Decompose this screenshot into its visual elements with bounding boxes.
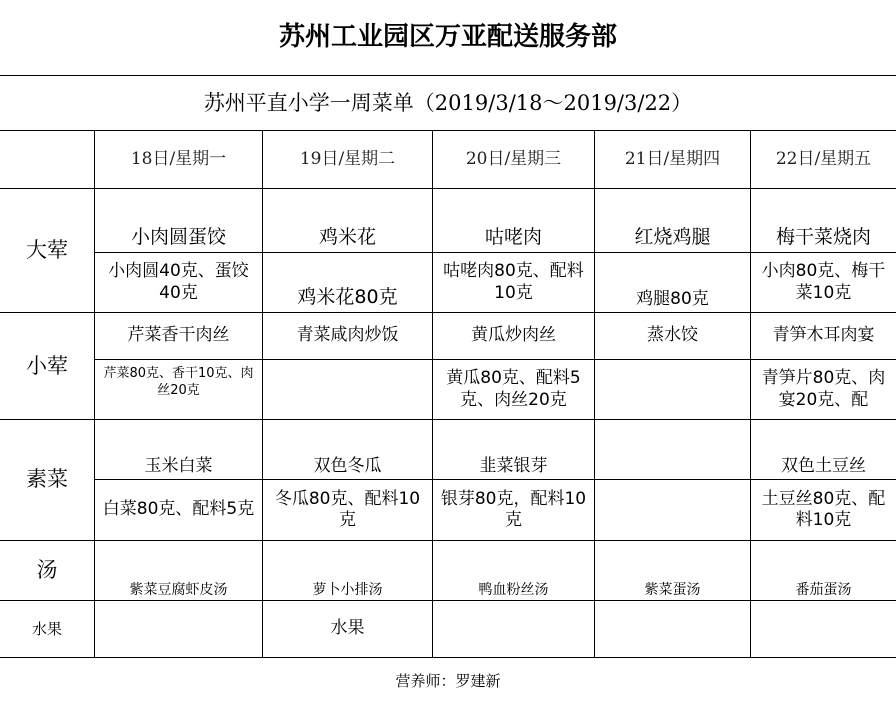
main-ingredients: 鸡腿80克: [636, 288, 709, 309]
page-subtitle: 苏州平直小学一周菜单（2019/3/18～2019/3/22）: [203, 90, 693, 115]
fruit-item: [433, 601, 594, 657]
day-header: 19日/星期二: [299, 148, 396, 169]
side-ingredients: [263, 360, 432, 419]
fruit-item: [595, 601, 750, 657]
main-dish: 咕咾肉: [484, 226, 542, 249]
side-ingredients: 芹菜80克、香干10克、肉丝20克: [103, 366, 254, 398]
main-dish: 红烧鸡腿: [634, 226, 711, 249]
veg-ingredients: 冬瓜80克、配料10克: [274, 488, 421, 530]
category-label-main: 大荤: [26, 238, 68, 262]
soup-item: 鸭血粉丝汤: [478, 581, 549, 598]
veg-ingredients: 白菜80克、配料5克: [102, 499, 255, 520]
main-dish: 梅干菜烧肉: [775, 226, 871, 249]
veg-dish: 玉米白菜: [144, 455, 213, 476]
veg-dish: 双色土豆丝: [781, 455, 866, 476]
side-dish: 青笋木耳肉宴: [772, 325, 875, 346]
category-label-fruit: 水果: [31, 619, 62, 638]
side-dish: 芹菜香干肉丝: [127, 325, 230, 346]
soup-item: 番茄蛋汤: [795, 581, 852, 598]
side-ingredients: [595, 360, 750, 419]
main-ingredients: 咕咾肉80克、配料10克: [443, 261, 584, 303]
main-dish: 鸡米花: [318, 226, 376, 249]
main-dish: 小肉圆蛋饺: [130, 226, 226, 249]
veg-ingredients: 土豆丝80克、配料10克: [761, 488, 886, 530]
day-header: 20日/星期三: [465, 148, 562, 169]
veg-dish: 韭菜银芽: [479, 455, 548, 476]
side-ingredients: 青笋片80克、肉宴20克、配: [761, 368, 886, 410]
category-label-side: 小荤: [26, 354, 68, 378]
veg-ingredients: [595, 480, 750, 540]
fruit-item: [751, 601, 896, 657]
side-dish: 蒸水饺: [647, 325, 698, 346]
side-dish: 青菜咸肉炒饭: [296, 325, 399, 346]
soup-item: 紫菜豆腐虾皮汤: [129, 581, 228, 598]
soup-item: 紫菜蛋汤: [644, 581, 701, 598]
fruit-item: [95, 601, 262, 657]
fruit-item: 水果: [330, 618, 365, 639]
day-header: 22日/星期五: [775, 148, 872, 169]
side-ingredients: 黄瓜80克、配料5克、肉丝20克: [446, 368, 581, 410]
veg-ingredients: 银芽80克，配料10克: [440, 488, 587, 530]
side-dish: 黄瓜炒肉丝: [471, 325, 556, 346]
page-title: 苏州工业园区万亚配送服务部: [278, 22, 617, 53]
nutritionist-credit: 营养师：罗建新: [395, 671, 501, 690]
veg-dish: [595, 420, 750, 479]
main-ingredients: 小肉80克、梅干菜10克: [761, 261, 886, 303]
category-label-soup: 汤: [36, 558, 58, 583]
day-header: 18日/星期一: [130, 148, 227, 169]
main-ingredients: 小肉圆40克、蛋饺40克: [108, 261, 249, 303]
day-header: 21日/星期四: [624, 148, 721, 169]
veg-dish: 双色冬瓜: [313, 455, 382, 476]
soup-item: 萝卜小排汤: [312, 581, 383, 598]
main-ingredients: 鸡米花80克: [297, 286, 398, 309]
category-label-veg: 素菜: [26, 467, 68, 491]
